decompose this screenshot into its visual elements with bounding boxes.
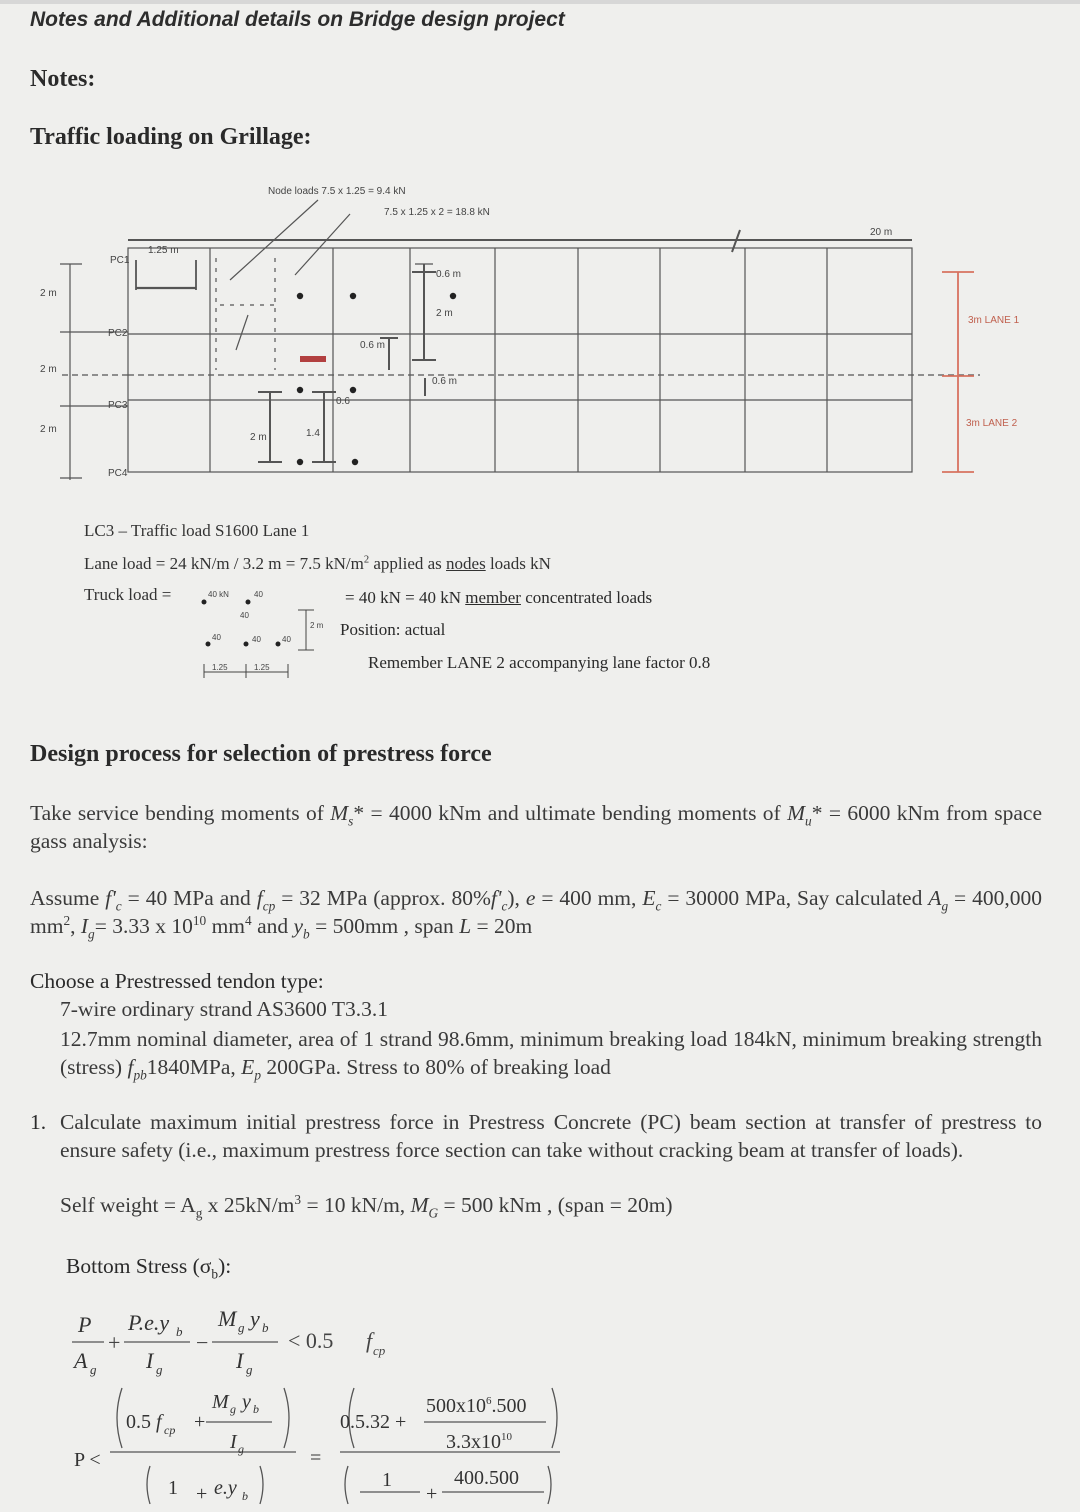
svg-text:1: 1 [168,1477,178,1499]
svg-text:+: + [426,1483,438,1505]
self-weight-line: Self weight = $A_g$ x $25kN/m^3 = 10$ kN/m, $M_G = 500$ kNm , (span = 20m) [60,1191,673,1221]
bottom-stress-label: Bottom Stress $(\sigma_b)$: [66,1254,232,1282]
design-process-heading: Design process for selection of prestress force [30,741,492,767]
load-point [297,293,303,299]
truck-label-b: 40 [254,590,263,599]
remember-line: Remember LANE 2 accompanying lane factor 0.8 [368,653,711,672]
truck-sketch [196,584,336,694]
svg-text:+: + [194,1411,206,1433]
formula-400-500: 400.500 [454,1467,519,1489]
service-moments-paragraph: Take service bending moments of $M_s* = 4000$ kNm and ultimate bending moments of $M_u* = 6000$ kNm from space gass analysis: [30,801,1042,853]
dim-0-6-top: 0.6 m [436,269,462,280]
choose-tendon-line: Choose a Prestressed tendon type: [30,969,324,993]
load-point [350,387,356,393]
dim-2m-mid: 2 m [436,308,453,319]
item-1-text: Calculate maximum initial prestress force in Prestress Concrete (PC) beam section at transfer of prestress to ensure safety (i.e., maximum prestress force section can take without cracking beam at transfer of loads). [60,1110,1042,1162]
strand-properties-paragraph: 12.7mm nominal diameter, area of 1 strand 98.6mm, minimum breaking load 184kN, minimum breaking strength (stress) $f_{pb}1840MPa$, $E_p$ 200GPa. Stress to 80% of breaking load [60,1027,1042,1083]
beam-label-pc3: PC3 [108,400,128,411]
dim-2m-bottom: 2 m [250,432,267,443]
concentrated-loads-line: = 40 kN = 40 kN member concentrated loads [345,588,653,607]
dim-0-6-mid: 0.6 m [360,340,386,351]
svg-text:b: b [262,1320,269,1335]
formula-Pey: P.e.y [128,1310,170,1335]
dim-0-6-low: 0.6 m [432,376,458,387]
svg-text:g: g [246,1362,253,1377]
svg-text:e.y: e.y [214,1477,237,1499]
load-point [352,459,358,465]
lane-load-line: Lane load = 24 kN/m / 3.2 m = 7.5 $kN/m^2$ applied as nodes loads kN [84,554,551,573]
formula-P-less: P < [74,1449,101,1471]
position-line: Position: actual [340,620,446,639]
svg-text:b: b [253,1402,259,1416]
node-loads-label-1: Node loads 7.5 x 1.25 = 9.4 kN [268,186,406,197]
load-point [450,293,456,299]
load-point [297,459,303,465]
svg-text:−: − [196,1330,209,1355]
load-point [350,293,356,299]
svg-text:=: = [310,1447,322,1469]
left-dim-1: 2 m [40,288,57,299]
dim-1-4: 1.4 [306,428,320,439]
svg-text:b: b [242,1489,248,1503]
formula-numerator: $500x10^6.500$ [426,1395,527,1417]
formula-0-5-32: 0.5.32 + [340,1411,407,1433]
wire-type-line: 7-wire ordinary strand AS3600 T3.3.1 [60,997,389,1021]
truck-gap-2: 1.25 [254,663,270,672]
truck-label-d: 40 [212,633,221,642]
truck-label-c: 40 [240,611,249,620]
formula-0-5: 0.5 [126,1411,151,1433]
lane-1-label: 3m LANE 1 [968,315,1020,326]
grillage-outline [128,248,912,472]
svg-text:g: g [230,1402,236,1416]
spacing-label: 1.25 m [148,245,179,256]
svg-text:f: f [156,1411,162,1433]
document-title: Notes and Additional details on Bridge design project [30,8,565,31]
svg-text:+: + [108,1330,121,1355]
truck-label-f: 40 [282,635,291,644]
truck-label-a: 40 kN [208,590,229,599]
svg-text:g: g [238,1320,245,1335]
svg-text:+: + [196,1483,208,1505]
svg-text:g: g [90,1362,97,1377]
svg-text:f: f [366,1328,373,1353]
left-dim-2: 2 m [40,364,57,375]
assumptions-paragraph: Assume $f'_c = 40$ MPa and $f_{cp} = 32$ MPa (approx. $80\%f'_c$), e = 400 mm, $E_c = 30000$ MPa, Say calculated $A_g = 400,000$ $mm^2$, $I_g= 3.33$ x $10^{10}$ $mm^4$ and $y_b = 500mm$ , span L = 20m [30,886,1042,942]
svg-text:y: y [242,1391,251,1413]
beam-label-pc4: PC4 [108,468,128,479]
beam-label-pc2: PC2 [108,328,128,339]
lc3-label: LC3 – Traffic load S1600 Lane 1 [84,521,310,540]
formula-Ig-2: I [236,1348,244,1373]
traffic-loading-heading: Traffic loading on Grillage: [30,124,312,150]
item-number: 1. [30,1110,47,1134]
svg-text:M: M [212,1391,229,1413]
svg-text:b: b [176,1324,183,1339]
svg-text:cp: cp [164,1423,176,1437]
svg-text:1: 1 [382,1469,392,1491]
truck-gap-1: 1.25 [212,663,228,672]
lane-2-label: 3m LANE 2 [966,418,1018,429]
formula-Mg: M [218,1306,237,1331]
notes-heading: Notes: [30,66,96,92]
svg-text:I: I [230,1431,237,1453]
dim-0-6-small: 0.6 [336,396,350,407]
formula-Ig-1: I [146,1348,154,1373]
beam-label-pc1: PC1 [110,255,130,266]
svg-text:g: g [238,1442,244,1456]
red-marker [300,356,326,362]
formula-Ag: A [74,1348,88,1373]
node-loads-label-2: 7.5 x 1.25 x 2 = 18.8 kN [384,207,490,218]
grillage-diagram [0,160,1080,520]
truck-width: 2 m [310,621,324,630]
svg-text:cp: cp [373,1343,386,1358]
truck-label-e: 40 [252,635,261,644]
formula-yb: y [250,1306,260,1331]
formula-limit: < 0.5 [288,1328,334,1353]
load-point [297,387,303,393]
top-border [0,0,1080,4]
left-dim-3: 2 m [40,424,57,435]
formula-P: P [78,1312,92,1337]
span-label: 20 m [870,227,893,238]
svg-text:g: g [156,1362,163,1377]
formula-denominator: $3.3x10^{10}$ [446,1431,512,1453]
prestress-formula [60,1300,620,1512]
truck-load-label: Truck load = [84,585,172,604]
